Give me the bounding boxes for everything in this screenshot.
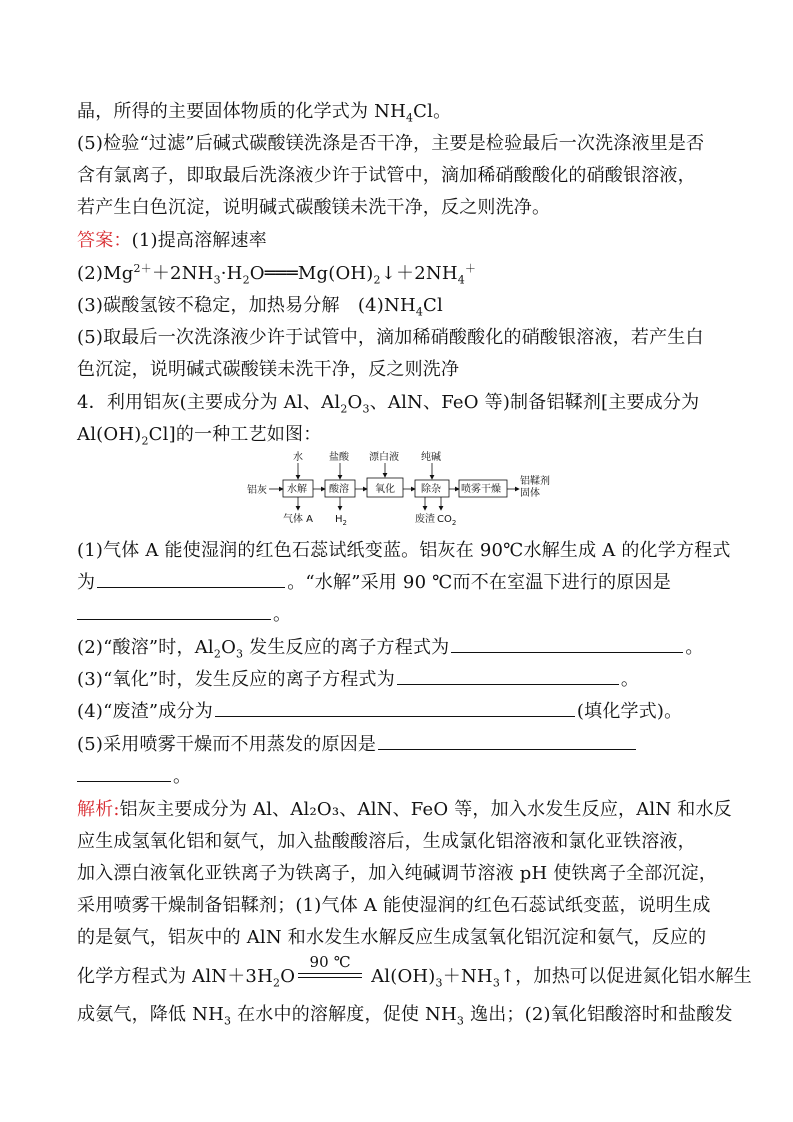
flow-product-line-1: 铝鞣剂 xyxy=(520,476,550,487)
flow-input-bleach: 漂白液 xyxy=(369,452,399,463)
text: 铝灰主要成分为 Al、Al₂O₃、AlN、FeO 等，加入水发生反应，AlN 和水反 xyxy=(119,799,732,820)
text: Al(OH) xyxy=(77,424,142,445)
flow-output-co2-subscript: 2 xyxy=(451,519,457,527)
intro-line-2: (5)检验“过滤”后碱式碳酸镁洗涤是否干净，主要是检验最后一次洗涤液里是否 xyxy=(77,133,705,154)
flow-output-h2 xyxy=(335,514,347,527)
subscript: 3 xyxy=(362,402,370,416)
subscript: 2 xyxy=(340,402,348,416)
analysis-line-5: 的是氨气，铝灰中的 AlN 和水发生水解反应生成氢氧化铝沉淀和氨气，反应的 xyxy=(77,927,707,948)
answer-blank[interactable] xyxy=(215,698,575,717)
answer-blank[interactable] xyxy=(97,569,285,588)
flow-step-impurity-removal: 除杂 xyxy=(421,484,441,495)
subscript: 2 xyxy=(141,434,149,448)
flow-step-oxidation: 氧化 xyxy=(375,484,395,495)
subscript: 3 xyxy=(236,647,244,661)
text: ·H xyxy=(220,263,243,284)
text: (4)“废渣”成分为 xyxy=(77,701,213,722)
analysis-line-4: 采用喷雾干燥制备铝鞣剂；(1)气体 A 能使湿润的红色石蕊试纸变蓝，说明生成 xyxy=(77,895,711,916)
flow-output-h2-text: H xyxy=(335,514,343,525)
analysis-line-7 xyxy=(77,1001,733,1029)
subscript: 2 xyxy=(373,273,381,287)
flow-step-acid-dissolve: 酸溶 xyxy=(329,484,349,495)
text: O xyxy=(347,392,363,413)
subscript: 2 xyxy=(242,273,250,287)
flow-start-label: 铝灰 xyxy=(247,485,267,496)
subscript: 4 xyxy=(405,111,414,125)
text: 。“水解”采用 90 ℃而不在室温下进行的原因是 xyxy=(287,572,671,593)
text: ↑，加热可以促进氮化铝水解生 xyxy=(500,966,752,987)
answer-blank[interactable] xyxy=(77,601,271,620)
question-1-line-1: (1)气体 A 能使湿润的红色石蕊试纸变蓝。铝灰在 90℃水解生成 A 的化学方程式 xyxy=(77,540,731,561)
question-4-sub-line xyxy=(77,698,682,726)
text: O xyxy=(221,637,237,658)
flow-output-waste: 废渣 xyxy=(415,514,435,525)
intro-line-3: 含有氯离子，即取最后洗涤液少许于试管中，滴加稀硝酸酸化的硝酸银溶液， xyxy=(77,165,696,186)
analysis-line-3: 加入漂白液氧化亚铁离子为铁离子，加入纯碱调节溶液 pH 使铁离子全部沉淀， xyxy=(77,863,718,884)
question-1-line-3 xyxy=(77,601,291,629)
subscript: 2 xyxy=(272,976,281,990)
answer-blank[interactable] xyxy=(397,666,619,685)
subscript: 3 xyxy=(456,1014,465,1028)
question-2-line xyxy=(77,634,704,662)
text: 。 xyxy=(273,604,292,625)
question-4-line-1 xyxy=(77,389,699,417)
text: 晶，所得的主要固体物质的化学式为 NH xyxy=(77,101,406,122)
flow-input-water: 水 xyxy=(293,452,303,463)
flow-input-hcl: 盐酸 xyxy=(329,452,349,463)
flow-step-spray-drying: 喷雾干燥 xyxy=(461,484,501,495)
intro-line-1 xyxy=(77,98,451,126)
text: 在水中的溶解度，促使 NH xyxy=(231,1004,457,1025)
answer-line-5a: (5)取最后一次洗涤液少许于试管中，滴加稀硝酸酸化的硝酸银溶液，若产生白 xyxy=(77,327,704,348)
text: 。 xyxy=(620,669,640,690)
text: 。 xyxy=(173,766,192,787)
text: 为 xyxy=(77,572,96,593)
answer-line-5b: 色沉淀，说明碱式碳酸镁未洗干净，反之则洗净 xyxy=(77,359,460,380)
flow-output-co2-text: CO xyxy=(437,514,452,525)
question-4-line-2 xyxy=(77,421,321,449)
answer-line-3 xyxy=(77,292,443,320)
reaction-condition-equals xyxy=(298,953,362,982)
subscript: 3 xyxy=(213,273,221,287)
subscript: 3 xyxy=(435,976,443,990)
text: 、AlN、FeO 等)制备铝鞣剂[主要成分为 xyxy=(369,392,700,413)
text: (2)“酸溶”时，Al xyxy=(77,637,214,658)
text: Cl xyxy=(423,295,443,316)
text: ↓＋2NH xyxy=(380,263,458,284)
answer-line-2 xyxy=(77,260,476,288)
answer-blank[interactable] xyxy=(378,731,636,750)
subscript: 3 xyxy=(492,976,501,990)
text: (3)碳酸氢铵不稳定，加热易分解 (4)NH xyxy=(77,295,416,316)
text: Cl]的一种工艺如图： xyxy=(148,424,322,445)
analysis-line-2: 应生成氢氧化铝和氨气，加入盐酸酸溶后，生成氯化铝溶液和氯化亚铁溶液， xyxy=(77,831,696,852)
subscript: 4 xyxy=(457,273,465,287)
text: 4．利用铝灰(主要成分为 Al、Al xyxy=(77,392,341,413)
answer-blank[interactable] xyxy=(451,634,683,653)
question-1-line-2 xyxy=(77,569,671,597)
flow-output-gas-a: 气体 A xyxy=(283,514,314,525)
answer-blank[interactable] xyxy=(77,763,171,782)
analysis-line-1 xyxy=(77,796,732,824)
text: (3)“氧化”时，发生反应的离子方程式为 xyxy=(77,669,395,690)
superscript: 2＋ xyxy=(133,262,152,275)
subscript: 3 xyxy=(223,1014,232,1028)
process-flow-diagram xyxy=(245,448,555,528)
flow-step-hydrolysis: 水解 xyxy=(287,484,307,495)
flow-output-h2-subscript: 2 xyxy=(342,519,347,527)
question-5-line-2 xyxy=(77,763,191,791)
text: O═══Mg(OH) xyxy=(249,263,374,284)
answer-label: 答案： xyxy=(77,230,132,251)
subscript: 2 xyxy=(213,647,222,661)
text: 逸出；(2)氧化铝酸溶时和盐酸发 xyxy=(464,1004,733,1025)
analysis-line-6 xyxy=(77,953,752,991)
flow-output-co2 xyxy=(437,514,456,527)
subscript: 4 xyxy=(415,305,424,319)
answer-line-1 xyxy=(77,227,267,255)
text: 发生反应的离子方程式为 xyxy=(243,637,450,658)
text: Cl。 xyxy=(413,101,452,122)
question-5-line-1 xyxy=(77,731,638,759)
text: (5)采用喷雾干燥而不用蒸发的原因是 xyxy=(77,734,377,755)
text: (1)提高溶解速率 xyxy=(131,230,267,251)
flow-input-soda: 纯碱 xyxy=(421,452,441,463)
flow-product-line-2: 固体 xyxy=(520,488,540,499)
text: Al(OH) xyxy=(365,966,436,987)
intro-line-4: 若产生白色沉淀，说明碱式碳酸镁未洗干净，反之则洗净。 xyxy=(77,197,551,218)
text: 。 xyxy=(685,637,704,658)
text: (2)Mg xyxy=(77,263,134,284)
text: ＋2NH xyxy=(151,263,214,284)
text: ＋NH xyxy=(442,966,493,987)
text: 成氨气，降低 NH xyxy=(77,1004,224,1025)
text: (填化学式)。 xyxy=(576,701,683,722)
question-3-line xyxy=(77,666,639,694)
superscript: ＋ xyxy=(464,262,477,275)
text: 化学方程式为 AlN＋3H xyxy=(77,966,273,987)
text: O xyxy=(280,966,296,987)
analysis-label: 解析: xyxy=(77,799,120,820)
reaction-condition: 90 ℃ xyxy=(309,953,351,971)
